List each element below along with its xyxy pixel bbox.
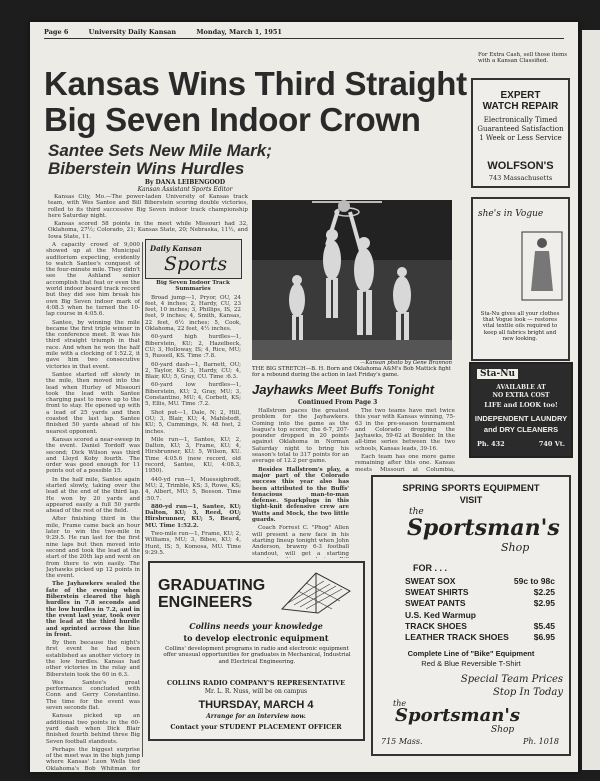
headline-line-2: Big Seven Indoor Crown [44, 101, 421, 138]
expert-store-name: WOLFSON'S [487, 160, 554, 172]
newspaper-page [30, 22, 578, 772]
expert-lines [473, 116, 568, 143]
result-item: 60-yard dash—1, Barnett, OU; 2, Taylor, KS; 3, Hardy, CU; 4, Blair, KU; 5, Gray, CU. Time :6.3. [145, 361, 241, 381]
sport-the-2: the [393, 699, 407, 708]
article-paragraph: By then because the night's first event he had been established as another victory in the low hurdles. Kansas had other victories in the relay and Biberstein took the 60 in 6.3. [46, 640, 140, 678]
sports-logo-big: Sports [164, 253, 228, 275]
photo-caption-block [252, 360, 452, 378]
result-item: 60-yard high hurdles—1, Biberstein, KU; 2, Hazelbeck, CU; 3, Holloway, IS; 4, Rice, MU; 5, Russell, KS. Time :7.8. [145, 334, 241, 360]
byline [120, 179, 250, 193]
price-item-name: LEATHER TRACK SHOES [405, 632, 509, 642]
adjacent-page-edge [582, 30, 600, 770]
jayhawks-paragraph: Each team has one more game remaining after this one. Kansas meets Missouri at Columbia, [355, 454, 455, 472]
sport-logo-name-2: Sportsman's [395, 705, 520, 726]
expert-line: Electronically Timed [483, 116, 558, 124]
sport-logo-shop-2: Shop [491, 725, 515, 735]
graduating-contact: Contact your STUDENT PLACEMENT OFFICER [170, 723, 342, 731]
article-paragraph: After finishing third in the mile, Frame came back an hour later to win the two-mile in 9:29.5. He ran last for the first nine laps but then moved into second and took the lead at the start of the 20th lap and went on from there to win easily. The Jayhawks picked up 12 points in the event. [46, 516, 140, 580]
graduating-sub-2: to develop electronic equipment [183, 633, 329, 643]
page-number: Page 6 [44, 28, 69, 36]
price-item-value: $2.95 [533, 598, 555, 608]
price-row [405, 610, 555, 620]
price-row [405, 621, 555, 631]
vogue-title: she's in Vogue [478, 209, 544, 219]
lead-paragraph-2: Kansas scored 58 points in the meet while Missouri had 32, Oklahoma, 27½; Colorado, 21; Kansas State, 20; Nebraska, 11½, and Iowa State, 11. [48, 221, 248, 239]
stanu-logo: Sta-Nu [477, 369, 518, 379]
price-item-value: 59c to 98c [513, 576, 555, 586]
vogue-body: Sta-Nu gives all your clothes that Vogue look — restores vital textile oils required to keep all fabrics bright and new looking. [480, 311, 560, 342]
sport-logo-shop: Shop [501, 541, 530, 554]
article-paragraph: A capacity crowd of 9,000 showed up at the Municipal auditorium expecting, evidently to watch Santee's conquest of the four-minute mile. They didn't see the Ashland senior accomplish that feat or even the world indoor board track record but they did see him break his own Big Seven indoor mark of 4:08.3 when he turned the 10-lap course in 4:05.6. [46, 242, 140, 318]
article-column-1 [46, 242, 140, 770]
issue-date: Monday, March 1, 1951 [196, 28, 282, 36]
sport-heading: SPRING SPORTS EQUIPMENT [402, 483, 540, 494]
sport-phone: Ph. 1018 [523, 737, 559, 746]
article-paragraph: Kansas picked up an additional two points in the 60-yard dash when Dick Blair finished fourth behind three Big Seven football standouts. [46, 713, 140, 745]
result-item: Two-mile run—1, Frame, KU; 2, Williams, MU; 3, Bibee, KU; 4, Hunt, IS; 5, Komosa, MU. Time 9:29.5. [145, 530, 241, 556]
stanu-line-2: NO EXTRA COST [492, 392, 550, 399]
photo-credit: —Kansan photo by Gene Brannon [359, 360, 452, 366]
price-row [405, 632, 555, 642]
price-item-name: SWEAT SOX [405, 576, 456, 586]
folio-line [44, 28, 564, 39]
stanu-line-4: INDEPENDENT LAUNDRY [474, 414, 568, 423]
jayhawks-paragraph: Hallstrom paces the greatest problem for the Jayhawkers. Coming into the game as the league's top scorer, the 6-7, 207-pounder dropped in 20 points against Oklahoma in Norman Saturday night to bring his season's total to 317 points for an average of 12.2 per game. [252, 408, 349, 465]
classified-note: For Extra Cash, sell those items with a Kansan Classified. [478, 52, 568, 65]
jayhawks-column-2 [355, 408, 455, 472]
expert-title-1: EXPERT [500, 90, 541, 101]
sport-visit: VISIT [459, 495, 483, 505]
headline-line-1: Kansas Wins Third Straight [44, 65, 467, 102]
sports-section-logo [145, 239, 242, 279]
jayhawks-continued: Continued From Page 3 [298, 399, 378, 406]
paper-name: University Daily Kansan [88, 28, 177, 36]
sport-line-1: Complete Line of "Bike" Equipment [407, 649, 535, 658]
sport-special-2: Stop In Today [493, 687, 563, 698]
graduating-title-1: GRADUATING [158, 577, 266, 594]
graduating-title [158, 577, 265, 611]
price-item-value: $2.25 [533, 587, 555, 597]
independent-laundry-ad [469, 362, 573, 458]
graduating-rep-name: Mr. L. R. Nuss, will be on campus [204, 688, 308, 695]
graduating-date: THURSDAY, MARCH 4 [198, 699, 314, 711]
basketball-photo [252, 200, 452, 360]
column-rule [142, 242, 143, 757]
sport-address: 715 Mass. [381, 737, 423, 746]
article-paragraph: The Jayhawkers sealed the fate of the evening when Biberstein cleared the high hurdles in 7.8 seconds and the low hurdles in 7.2, and in the event last year, took over the lead at the third hurdle and sprinted across the line in front. [46, 581, 140, 638]
price-item-name: U.S. Ked Warmup [405, 610, 476, 620]
article-paragraph: Kansas scored a near-sweep in the event. Daniel Tordoff was second; Dick Wilson was third and Lloyd Koby fourth. The order was good enough for 11 points out of a possible 15. [46, 436, 140, 475]
article-paragraph: Perhaps the biggest surprise of the meet was in the high jump where Kansas' Leon Wells tied Oklahoma's Bob Whitman for [46, 746, 140, 770]
subhead-line-2: Biberstein Wins Hurdles [48, 159, 245, 178]
result-item: Broad jump—1, Pryor, OU, 24 feet, 4 inches; 2, Hardy, CU, 23 feet, 10 inches; 3, Phillips, IS, 22 feet, 9 inches; 4, Smith, Kansas, 22 feet, 6½ inches; 5, Cook, Oklahoma, 22 feet, 4½ inches. [145, 294, 241, 333]
result-item: 440-yd run—1, Muessigbrodt, MU; 2, Trimble, KS; 3, Rowe, KS; 4, Albert, MU; 5, Beeson. Time :50.7. [145, 476, 241, 502]
lead-paragraphs [48, 194, 248, 239]
jayhawks-headline: Jayhawks Meet Buffs Tonight [252, 382, 435, 397]
expert-line: Guaranteed Satisfaction [477, 125, 564, 133]
expert-store-address: 743 Massachusetts [488, 174, 553, 182]
price-item-name: TRACK SHOES [405, 621, 467, 631]
article-paragraph: Wes Santee's great performance concluded with Conn and Gerry Constantino. The time for the event was seven seconds flat. [46, 679, 140, 712]
sport-line-2: Red & Blue Reversible T-Shirt [421, 659, 521, 668]
collins-radio-ad [148, 561, 365, 741]
antenna-icon [278, 569, 354, 615]
article-paragraph: Santee started off slowly in the mile, then moved into the lead when Hurley of Missouri took the lead with Santee charging past to move up to the front to stay. He opened up with a lead of 25 yards and then coasted the last lap. Santee finished 50 yards ahead of his nearest opponent. [46, 371, 140, 435]
sportsmans-shop-ad [371, 475, 571, 756]
price-row [405, 576, 555, 586]
sport-the: the [409, 507, 424, 517]
vogue-ad [471, 197, 570, 361]
graduating-sub-1: Collins needs your knowledge [189, 621, 323, 631]
byline-author: By DANA LEIBENGOOD [144, 179, 226, 186]
jayhawks-paragraph: Coach Forrest C. "Phog" Allen will present a new face in his starting lineup tonight when John Anderson, brawny 6-3 football standout, will get a starting [252, 525, 349, 557]
stanu-address: 740 Vt. [538, 440, 565, 448]
jayhawks-paragraph: Besides Hallstrom's play, a major part of the Colorado success this year also has been attributed to the Buffs' tenacious man-to-man defense. Sparkplugs in this tight-knit defensive crew are Watts and Mock, the two little guards. [252, 466, 349, 524]
result-item: 880-yd run—1, Santee, KU; Dalton, KU; 3, Reed, OU; Hirsbrunner, KU; 5, Beard, MU. Time 1:52.2. [145, 503, 241, 529]
stanu-line-3: LIFE and LOOK too! [484, 401, 558, 409]
results-title: Big Seven Indoor Track Summaries [156, 280, 230, 293]
sport-logo-name: Sportsman's [407, 515, 560, 541]
graduating-paragraph: Collins' development programs in radio and electronic equipment offer unusual opportunities for graduates in Mechanical, Industrial and Electrical Engineering. [163, 646, 351, 665]
sports-logo-small: Daily Kansan [150, 244, 202, 253]
stanu-phone: Ph. 432 [477, 440, 505, 448]
photo-caption: THE BIG STRETCH—B. H. Born and Oklahoma A&M's Bob Mattick fight for a rebound during the action in last Friday's game. [252, 366, 451, 378]
price-item-value: $5.45 [533, 621, 555, 631]
jayhawks-column-1 [252, 408, 349, 558]
price-row [405, 587, 555, 597]
article-paragraph: Santee, by winning the mile became the first triple winner in the conference meet. It was his third straight triumph in that race. And when he won the half mile with a clocking of 1:52.2, it gave him two consecutive victories in that event. [46, 319, 140, 370]
byline-role: Kansan Assistant Sports Editor [137, 186, 233, 193]
result-item: 60-yard low hurdles—1, Biberstein, KU; 2, Gray, MU; 3, Constantino, MU; 4, Corbett, KS; 5, Ellis, MU. Time :7.2. [145, 382, 241, 408]
subhead-line-1: Santee Sets New Mile Mark; [48, 141, 272, 160]
article-paragraph: In the half mile, Santee again started slowly, taking over the lead at the end of the third lap. He won by 20 yards and appeared easily a full 50 yards ahead of the rest of the field. [46, 476, 140, 515]
graduating-rep: COLLINS RADIO COMPANY'S REPRESENTATIVE [166, 679, 346, 687]
price-item-name: SWEAT PANTS [405, 598, 466, 608]
result-item: Shot put—1, Dale, N; 2, Hill, OU; 3, Blair, KU; 4, Mahlstedt, KU; 5, Cummings, N. 48 feet, 2 inches. [145, 409, 241, 435]
price-item-value: $6.95 [533, 632, 555, 642]
price-row [405, 598, 555, 608]
jayhawks-paragraph: The two teams have met twice this year with Kansas winning, 75-63 in the pre-season tournament and Colorado dropping the Jayhawks, 59-62 at Boulder. In the all-time series between the two schools, Kansas leads, 39-16. [355, 408, 455, 452]
expert-title-2: WATCH REPAIR [482, 101, 559, 112]
expert-line: 1 Week or Less Service [479, 134, 562, 142]
result-item: Mile run—1, Santee, KU; 2, Dalton, KU; 3, Frame, KU; 4, Hirsbrunner, KU; 5, Wilson, KU. Time 4:05.6 (new record, old record, Santee, KU, 4:08.3, 1950). [145, 436, 241, 475]
wolfsons-ad [471, 78, 570, 188]
lead-paragraph: Kansas City, Mo.—The power-laden University of Kansas track team, with Wes Santee and Bill Biberstein scoring double victories, rolled to its third successive Big Seven indoor track championship here Saturday night. [48, 194, 248, 219]
results-column [145, 280, 241, 558]
fashion-figure-icon [521, 231, 563, 301]
sport-special-1: Special Team Prices [460, 674, 563, 685]
graduating-title-2: ENGINEERS [158, 594, 253, 611]
price-item-name: SWEAT SHIRTS [405, 587, 469, 597]
stanu-line-5: and DRY CLEANERS [483, 425, 559, 434]
graduating-arrange: Arrange for an interview now. [206, 713, 306, 720]
sport-for: FOR . . . [413, 563, 448, 573]
stanu-line-1: AVAILABLE AT [496, 384, 546, 391]
expert-title [473, 90, 568, 112]
